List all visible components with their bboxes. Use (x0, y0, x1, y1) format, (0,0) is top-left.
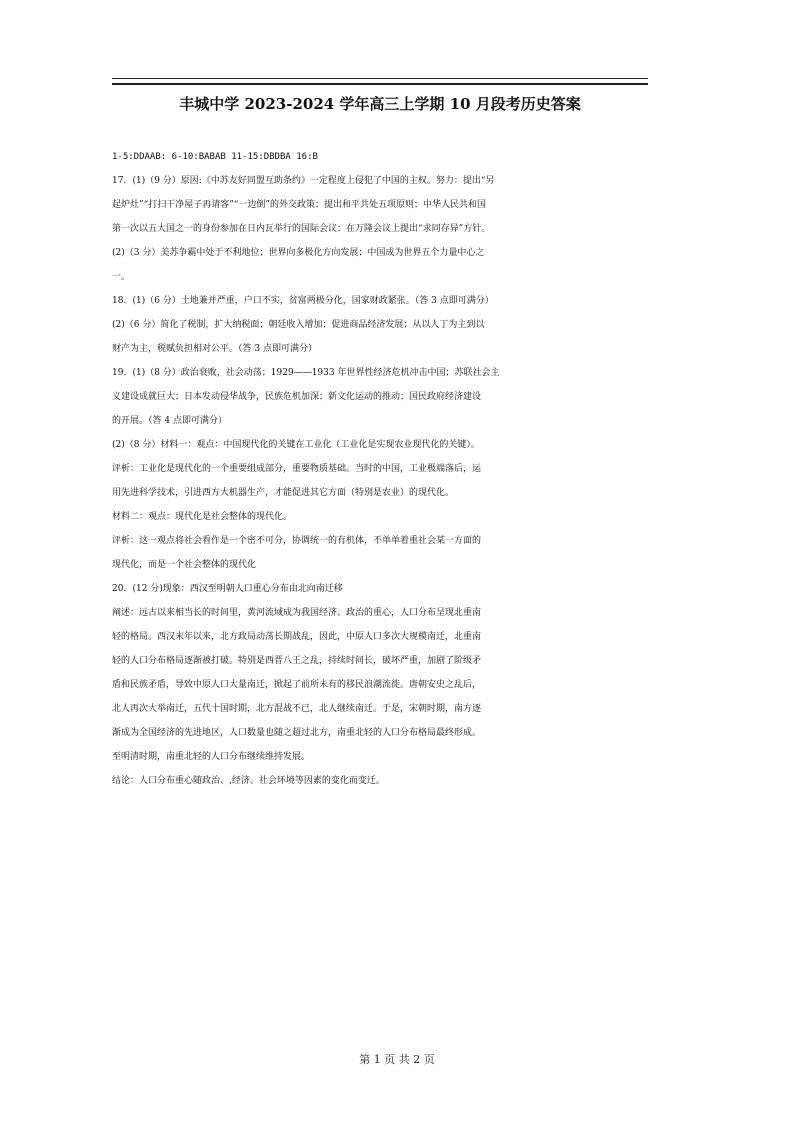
answer-line: 20．(12 分)现象：西汉至明朝人口重心分布由北向南迁移 (112, 584, 343, 594)
answer-line: 轻的格局。西汉末年以来，北方政局动荡长期战乱，因此，中原人口多次大规模南迁，北重南 (112, 632, 482, 642)
answer-line: 材料二：观点：现代化是社会整体的现代化。 (112, 512, 293, 522)
answer-line: 评析：工业化是现代化的一个重要组成部分，重要物质基础。当时的中国，工业极端落后，运 (112, 464, 482, 474)
answer-line: 财产为主，税赋负担相对公平。（答 3 点即可满分） (112, 344, 317, 354)
answer-line: 19．(1)（8 分）政治衰败，社会动荡；1929——1933 年世界性经济危机冲击中国；苏联社会主 (112, 368, 500, 378)
header-rule-thin (112, 78, 648, 79)
answer-line: 义建设成就巨大；日本发动侵华战争，民族危机加深；新文化运动的推动；国民政府经济建设 (112, 392, 482, 402)
answer-line: 17．(1)（9 分）原因:《中苏友好同盟互助条约》一定程度上侵犯了中国的主权。努力：提出“另 (112, 176, 495, 186)
answer-line: (2)（3 分）美苏争霸中处于不利地位；世界向多极化方向发展；中国成为世界五个力量中心之 (112, 248, 485, 258)
answer-line: (2)（8 分）材料一：观点：中国现代化的关键在工业化（工业化是实现农业现代化的关键）。 (112, 440, 480, 450)
answer-line: 的开展。（答 4 点即可满分） (112, 416, 227, 426)
answer-line: 盾和民族矛盾，导致中原人口大量南迁，掀起了前所未有的移民浪潮流徙。唐朝安史之乱后， (112, 680, 482, 690)
answer-line: 第一次以五大国之一的身份参加在日内瓦举行的国际会议；在万隆会议上提出“求同存异”方针。 (112, 224, 491, 234)
answer-line: 轻的人口分布格局逐渐被打破。特别是西晋八王之乱，持续时间长，破坏严重，加剧了阶级矛 (112, 656, 482, 666)
multiple-choice-answers: 1-5:DDAAB: 6-10:BABAB 11-15:DBDBA 16:B (112, 152, 318, 162)
answer-line: 一。 (112, 272, 131, 282)
answer-line: 用先进科学技术，引进西方大机器生产，才能促进其它方面（特别是农业）的现代化。 (112, 488, 455, 498)
answer-line: 18．(1)（6 分）土地兼并严重，户口不实，贫富两极分化，国家财政紧张。（答 3 点即可满分） (112, 296, 494, 306)
answer-line: 起炉灶”“打扫干净屋子再请客”“一边倒”的外交政策；提出和平共处五项原则；中华人民共和国 (112, 200, 487, 210)
page-title: 丰城中学 2023-2024 学年高三上学期 10 月段考历史答案 (179, 95, 581, 113)
answer-body (112, 145, 694, 793)
page-number: 第 1 页 共 2 页 (359, 1053, 435, 1066)
header-rule-thick (112, 83, 648, 85)
answer-line: (2)（6 分）简化了税制，扩大纳税面；朝廷收入增加；促进商品经济发展；从以人丁为主到以 (112, 320, 485, 330)
answer-line: 现代化，而是一个社会整体的现代化 (112, 560, 257, 570)
answer-line: 至明清时期，南重北轻的人口分布继续维持发展。 (112, 752, 311, 762)
answer-line: 北人再次大举南迁，五代十国时期，北方混战不已，北人继续南迁。于是，宋朝时期，南方逐 (112, 704, 482, 714)
answer-line: 阐述：远古以来相当长的时间里，黄河流域成为我国经济、政治的重心，人口分布呈现北重南 (112, 608, 482, 618)
answer-line: 评析：这一观点将社会看作是一个密不可分，协调统一的有机体，不单单着重社会某一方面的 (112, 536, 482, 546)
answer-line: 渐成为全国经济的先进地区，人口数量也随之超过北方，南重北轻的人口分布格局最终形成。 (112, 728, 482, 738)
answer-line: 结论：人口分布重心随政治、,经济、社会环境等因素的变化而变迁。 (112, 776, 385, 786)
